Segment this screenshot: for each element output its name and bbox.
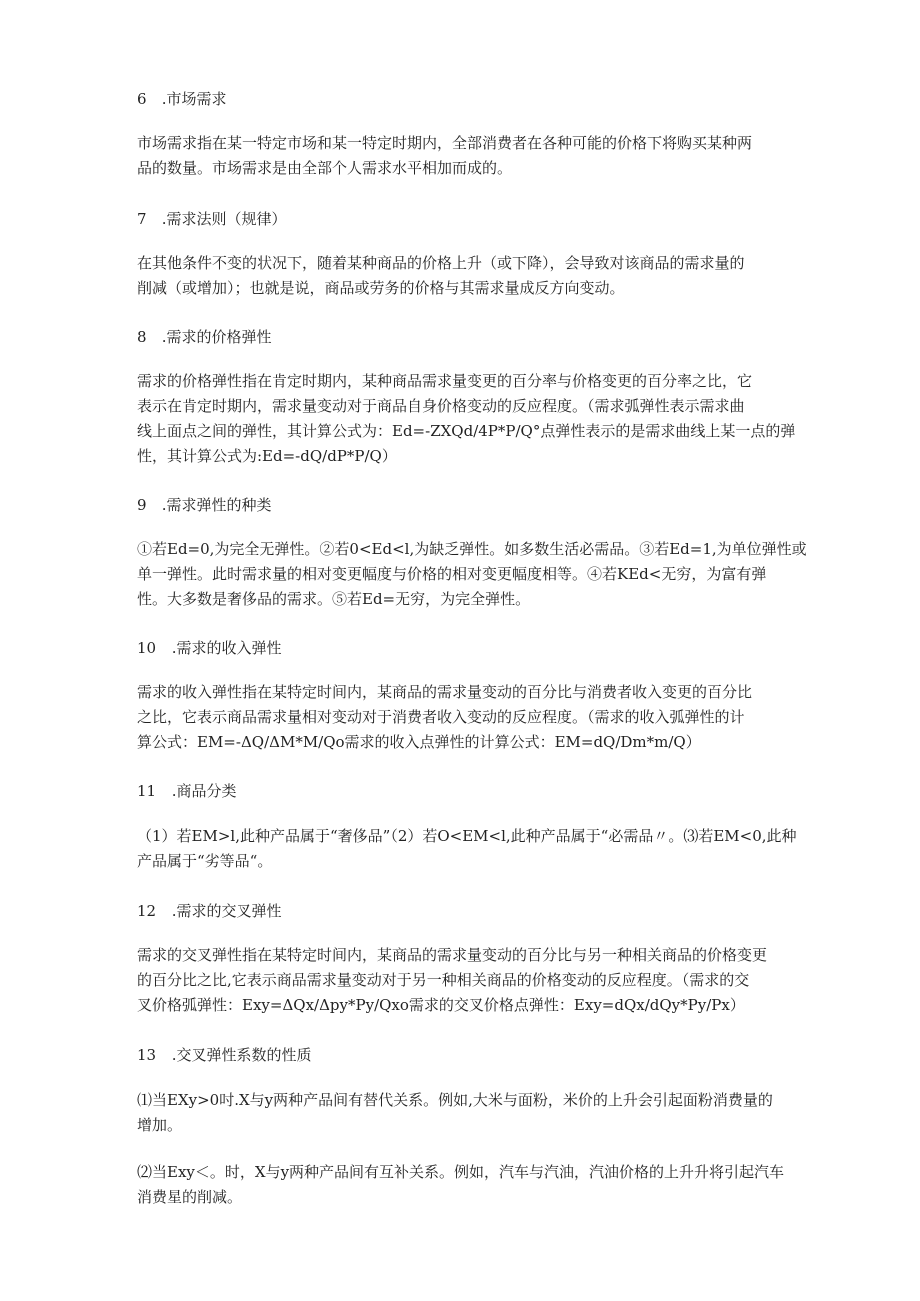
section-title: .市场需求 — [161, 90, 227, 108]
section-title: .需求的价格弹性 — [161, 328, 272, 346]
section-heading — [137, 89, 787, 109]
section-title: .交叉弹性系数的性质 — [171, 1046, 312, 1064]
paragraph-line: 单一弹性。此时需求量的相对变更幅度与价格的相对变更幅度相等。④若KEd<无穷，为富有弹 — [137, 565, 767, 583]
paragraph-line: ⑴当EXy>0吋.X与y两种产品间有替代关系。例如,大米与面粉，米价的上升会引起面粉消费量的 — [137, 1091, 773, 1109]
section-number: 8 — [137, 328, 147, 346]
section-number: 12 — [137, 902, 157, 920]
section-heading — [137, 1045, 787, 1065]
section-paragraph — [137, 251, 787, 301]
section-number: 6 — [137, 90, 147, 108]
section-heading — [137, 901, 787, 921]
section-title: .商品分类 — [171, 782, 237, 800]
section-number: 10 — [137, 639, 157, 657]
paragraph-line: 表示在肯定时期内，需求量变动对于商品自身价格变动的反应程度。（需求弧弹性表示需求曲 — [137, 397, 745, 415]
section-title: .需求的交叉弹性 — [171, 902, 282, 920]
paragraph-line: 性。大多数是奢侈品的需求。⑤若Ed=无穷，为完全弹性。 — [137, 590, 531, 608]
paragraph-line: 在其他条件不变的状况下，随着某种商品的价格上升（或下降），会导致对该商品的需求量的 — [137, 254, 745, 272]
section-paragraph — [137, 369, 796, 469]
section-paragraph — [137, 1160, 787, 1210]
section-heading — [137, 495, 787, 515]
paragraph-line: 算公式：EM=-ΔQ/ΔM*M/Qo需求的收入点弹性的计算公式：EM=dQ/Dm*m/Q） — [137, 733, 701, 751]
section-paragraph — [137, 680, 787, 755]
paragraph-line: 线上面点之间的弹性，其计算公式为：Ed=-ZXQd/4P*P/Q°点弹性表示的是需求曲线上某一点的弹 — [137, 422, 796, 440]
section-paragraph — [137, 537, 807, 612]
section-number: 9 — [137, 496, 147, 514]
paragraph-line: 叉价格弧弹性：Exy=ΔQx/Δpy*Py/Qxo需求的交叉价格点弹性：Exy=dQx/dQy*Py/Px） — [137, 996, 745, 1014]
paragraph-line: 市场需求指在某一特定市场和某一特定时期内，全部消费者在各种可能的价格下将购买某种两 — [137, 134, 753, 152]
section-paragraph — [137, 824, 797, 874]
section-number: 7 — [137, 210, 147, 228]
paragraph-line: 需求的价格弹性指在肯定时期内，某种商品需求量变更的百分率与价格变更的百分率之比，它 — [137, 372, 753, 390]
paragraph-line: 之比，它表示商品需求量相对变动对于消费者收入变动的反应程度。（需求的收入弧弹性的计 — [137, 708, 745, 726]
paragraph-line: 需求的收入弹性指在某特定时间内，某商品的需求量变动的百分比与消费者收入变更的百分比 — [137, 683, 753, 701]
paragraph-line: 产品属于“劣等品“。 — [137, 852, 273, 870]
paragraph-line: ①若Ed=0,为完全无弹性。②若0<Ed<l,为缺乏弹性。如多数生活必需品。③若Ed=1,为单位弹性或 — [137, 540, 807, 558]
paragraph-line: 增加。 — [137, 1116, 183, 1134]
paragraph-line: 需求的交叉弹性指在某特定时间内，某商品的需求量变动的百分比与另一种相关商品的价格变更 — [137, 946, 768, 964]
paragraph-line: 性，其计算公式为:Ed=-dQ/dP*P/Q） — [137, 447, 397, 465]
paragraph-line: 的百分比之比,它表示商品需求量变动对于另一种相关商品的价格变动的反应程度。（需求的交 — [137, 971, 750, 989]
paragraph-line: ⑵当Exy＜。时，X与y两种产品间有互补关系。例如，汽车与汽油，汽油价格的上升升将引起汽车 — [137, 1163, 785, 1181]
section-title: .需求的收入弹性 — [171, 639, 282, 657]
section-title: .需求法则（规律） — [161, 210, 287, 228]
section-heading — [137, 327, 787, 347]
section-paragraph — [137, 131, 787, 181]
paragraph-line: 品的数量。市场需求是由全部个人需求水平相加而成的。 — [137, 159, 513, 177]
section-paragraph — [137, 1088, 787, 1138]
section-title: .需求弹性的种类 — [161, 496, 272, 514]
paragraph-line: 消费星的削减。 — [137, 1188, 243, 1206]
paragraph-line: （1）若EM>l,此种产品属于“奢侈品”（2）若O<EM<l,此种产品属于“必需品〃。⑶若EM<0,此种 — [137, 827, 797, 845]
section-number: 11 — [137, 782, 157, 800]
section-number: 13 — [137, 1046, 157, 1064]
section-heading — [137, 638, 787, 658]
paragraph-line: 削减（或增加）；也就是说，商品或劳务的价格与其需求量成反方向变动。 — [137, 279, 625, 297]
section-heading — [137, 781, 787, 801]
section-paragraph — [137, 943, 787, 1018]
section-heading — [137, 209, 787, 229]
